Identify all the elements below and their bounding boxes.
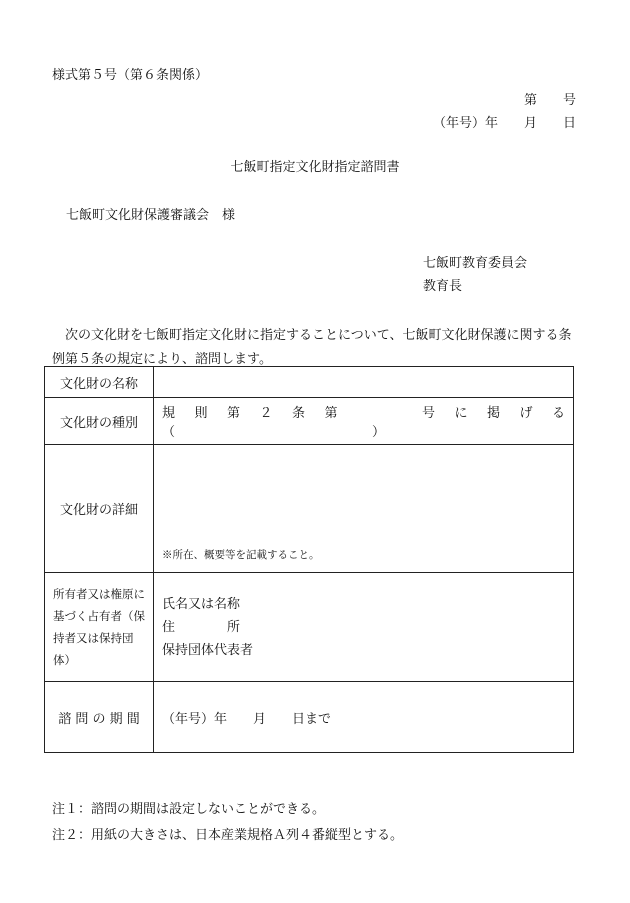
type-token: 号 [421, 406, 435, 421]
owner-field[interactable] [154, 573, 574, 682]
period-label: 諮 問 の 期 間 [45, 682, 154, 753]
addressee: 七飯町文化財保護審議会 様 [66, 208, 236, 223]
table-row-type [45, 398, 574, 445]
issuer-organization: 七飯町教育委員会 [423, 256, 528, 271]
type-field[interactable] [154, 398, 574, 445]
document-date: （年号）年 月 日 [432, 116, 576, 131]
type-line-1 [162, 402, 573, 421]
issuer-title: 教育長 [423, 279, 463, 294]
body-text: 次の文化財を七飯町指定文化財に指定することについて、七飯町文化財保護に関する条例第５条の規定により、諮問します。 [52, 328, 572, 367]
owner-line-name: 氏名又は名称 [162, 596, 241, 612]
table-row-name [45, 367, 574, 398]
inquiry-form-table [44, 366, 574, 753]
table-row-period [45, 682, 574, 753]
table-row-owner [45, 573, 574, 682]
type-token: 第 [227, 406, 241, 421]
owner-line-representative: 保持団体代表者 [162, 642, 254, 658]
detail-note: ※所在、概要等を記載すること。 [162, 549, 320, 561]
name-label: 文化財の名称 [45, 367, 154, 398]
footnote-2: 注２：用紙の大きさは、日本産業規格Ａ列４番縦型とする。 [52, 828, 404, 843]
type-token: 条 [292, 406, 306, 421]
type-token: 掲 [486, 406, 500, 421]
form-number: 様式第５号（第６条関係） [52, 68, 209, 83]
type-token: に [454, 406, 468, 421]
period-field[interactable]: （年号）年 月 日まで [154, 682, 574, 753]
type-paren-close: ） [372, 425, 386, 440]
type-token: ２ [259, 406, 273, 421]
name-field[interactable] [154, 367, 574, 398]
detail-field[interactable] [154, 445, 574, 573]
detail-label: 文化財の詳細 [45, 445, 154, 573]
table-row-detail [45, 445, 574, 573]
type-token: げ [519, 406, 533, 421]
type-token: る [551, 406, 565, 421]
footnote-1: 注１：諮問の期間は設定しないことができる。 [52, 802, 326, 817]
document-title: 七飯町指定文化財指定諮問書 [230, 160, 400, 175]
owner-label: 所有者又は権原に基づく占有者（保持者又は保持団体） [45, 573, 154, 682]
type-token [357, 402, 370, 421]
type-token [389, 402, 402, 421]
type-token: 規 [162, 406, 176, 421]
owner-line-address: 住 所 [162, 619, 241, 635]
type-label: 文化財の種別 [45, 398, 154, 445]
type-line-2 [162, 421, 573, 440]
document-number: 第 号 [523, 93, 576, 108]
type-token: 則 [194, 406, 208, 421]
type-token: 第 [324, 406, 338, 421]
type-paren-open: （ [162, 425, 176, 440]
